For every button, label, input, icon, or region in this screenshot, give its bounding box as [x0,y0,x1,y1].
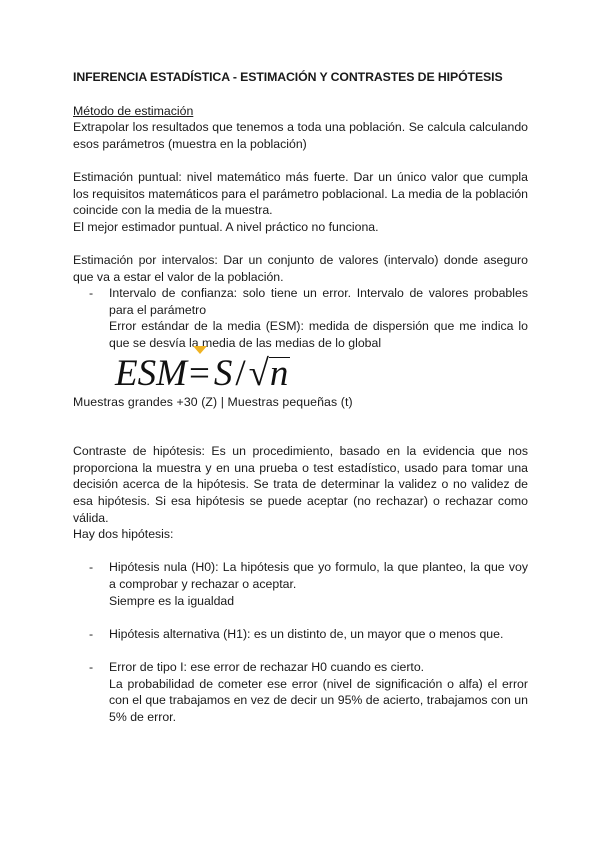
formula-equals: = [188,352,210,394]
esm-formula-block [73,352,528,394]
hypothesis-testing-paragraph: Contraste de hipótesis: Es un procedimiento, basado en la evidencia que nos proporciona la muestra y en una prueba o test estadístico, usado para tomar una decisión acerca de la hipótesis. Se trata de determinar la validez o no validez de esa hipótesis. Si esa hipótesis se puede aceptar (no rechazar) o rechazar como válida. [73,444,528,525]
formula-radicand: n [269,352,289,394]
sqrt-icon [249,354,291,394]
document-page [73,69,528,725]
point-estimation-paragraph: Estimación puntual: nivel matemático más fuerte. Dar un único valor que cumpla los requisitos matemáticos para el parámetro poblacional. La media de la población coincide con la media de la muestra. [73,169,528,218]
spacer [73,410,528,443]
formula-slash: / [235,352,246,394]
list-item-confidence-interval [73,285,528,351]
spacer [73,235,528,252]
hypothesis-bullet-list [73,559,528,725]
formula-numerator: S [213,352,233,394]
dash-bullet-icon: - [89,560,94,575]
dash-bullet-icon: - [89,626,94,641]
bullet-text: Intervalo de confianza: solo tiene un error. Intervalo de valores probables para el parámetro [109,286,528,317]
point-estimation-note: El mejor estimador puntual. A nivel práctico no funciona. [73,219,379,234]
bullet-text-continued: La probabilidad de cometer ese error (nivel de significación o alfa) el error con el que trabajamos en vez de decir un 95% de acierto, trabajamos con un 5% de error. [109,676,528,724]
bullet-text: Hipótesis nula (H0): La hipótesis que yo formulo, la que planteo, la que voy a comprobar y rechazar o aceptar. [109,560,528,592]
spacer [73,642,528,659]
sqrt-symbol: √ [248,352,269,394]
list-item-alternative-hypothesis [73,626,528,643]
bullet-text-continued: Error estándar de la media (ESM): medida de dispersión que me indica lo que se desvía la media de las medias de lo global [109,319,528,350]
interval-bullet-list [73,285,528,351]
hypothesis-lead: Hay dos hipótesis: [73,527,174,542]
dash-bullet-icon: - [89,286,94,301]
interval-estimation-paragraph: Estimación por intervalos: Dar un conjunto de valores (intervalo) donde aseguro que va a estar el valor de la población. [73,252,528,284]
formula-lhs: ESM [115,352,187,394]
spacer [73,609,528,626]
section-heading-estimation-method: Método de estimación [73,103,194,118]
list-item-type-one-error [73,659,528,725]
dash-bullet-icon: - [89,660,94,674]
spacer [73,543,528,560]
list-item-null-hypothesis [73,559,528,609]
bullet-text: Hipótesis alternativa (H1): es un distinto de, un mayor que o menos que. [109,626,504,641]
esm-formula [115,354,290,394]
bullet-text: Error de tipo I: ese error de rechazar H0 cuando es cierto. [109,660,425,674]
bullet-text-continued: Siempre es la igualdad [109,593,235,608]
samples-note: Muestras grandes +30 (Z) | Muestras pequeñas (t) [73,394,353,409]
estimation-intro-paragraph: Extrapolar los resultados que tenemos a toda una población. Se calcula calculando esos parámetros (muestra en la población) [73,120,528,151]
document-title: INFERENCIA ESTADÍSTICA - ESTIMACIÓN Y CONTRASTES DE HIPÓTESIS [73,70,503,84]
spacer [73,152,528,169]
